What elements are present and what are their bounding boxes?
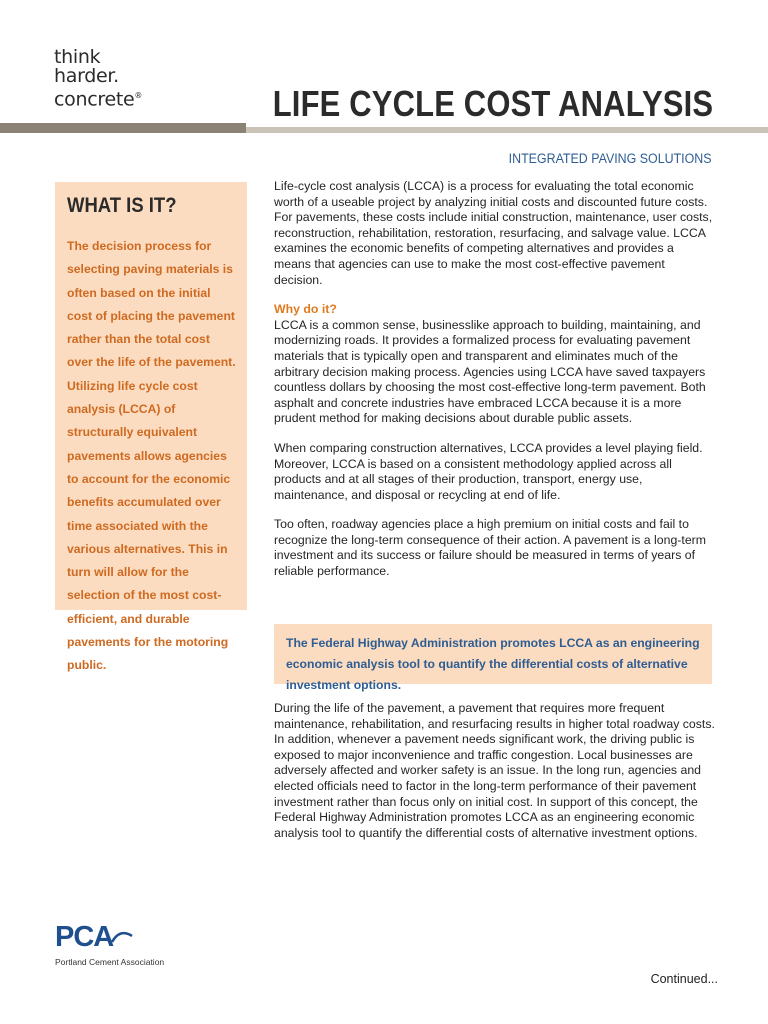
why-do-it-paragraph: LCCA is a common sense, businesslike approach to building, maintaining, and modernizing roads. It provides a formalized process for evaluating pavement materials that is typically open and transparent and eliminates much of the arbitrary decision making process. Agencies using LCCA have saved taxpayers countless dollars by choosing the most cost-effective long-term pavement. Both asphalt and concrete industries have embraced LCCA because it is a more prudent method for making decisions about durable public assets. xyxy=(274,317,706,426)
sidebar-heading: WHAT IS IT? xyxy=(67,194,177,217)
what-is-it-sidebar xyxy=(55,182,247,673)
why-do-it-heading: Why do it? xyxy=(274,302,337,317)
page-subtitle: INTEGRATED PAVING SOLUTIONS xyxy=(509,151,712,166)
pca-name: Portland Cement Association xyxy=(55,957,165,967)
main-column xyxy=(274,179,714,594)
pavement-life-paragraph: During the life of the pavement, a pavement that requires more frequent maintenance, rehabilitation, and resurfacing results in higher total roadway costs. In addition, whenever a pavement needs significant work, the driving public is exposed to major inconvenience and traffic congestion. Local businesses are adversely affected and worker safety is an issue. In the long run, agencies and elected officials need to factor in the long-term performance of their pavement investment rather than focus only on initial cost. In support of this concept, the Federal Highway Administration promotes LCCA as an engineering economic analysis tool to quantify the differential costs of alternative investment options. xyxy=(274,701,715,840)
sidebar-body: The decision process for selecting paving materials is often based on the initial cost of placing the pavement rather than the total cost over the life of the pavement. Utilizing life cycle cost analysis (LCCA) of structurally equivalent pavements allows agencies to account for the economic benefits accumulated over time associated with the various alternatives. This in turn will allow for the selection of the most cost-efficient, and durable pavements for the motoring public. xyxy=(67,239,236,673)
think-harder-concrete-logo xyxy=(54,48,142,109)
logo-word-concrete: concrete xyxy=(54,88,135,111)
logo-line-concrete xyxy=(54,86,142,109)
level-playing-field-paragraph: When comparing construction alternatives, LCCA provides a level playing field. Moreover, LCCA is based on a consistent methodology applied across all products and at all stages of their production, transport, energy use, maintenance, and disposal or recycling at end of life. xyxy=(274,440,703,502)
fhwa-callout: The Federal Highway Administration promotes LCCA as an engineering economic analysis tool to quantify the differential costs of alternative investment options. xyxy=(274,624,712,684)
pca-mark: PCA xyxy=(55,921,114,953)
logo-trademark: ® xyxy=(134,91,143,100)
pca-logo xyxy=(55,922,164,967)
logo-line-harder: harder. xyxy=(54,65,119,87)
main-column-lower xyxy=(274,701,724,841)
page-title: LIFE CYCLE COST ANALYSIS xyxy=(272,83,713,124)
header-rule-dark xyxy=(0,123,246,133)
header-rule-light xyxy=(246,127,768,133)
pca-swoosh-icon xyxy=(111,926,133,946)
logo-line-think: think xyxy=(54,46,101,68)
intro-paragraph: Life-cycle cost analysis (LCCA) is a process for evaluating the total economic worth of a useable project by analyzing initial costs and discounted future costs. For pavements, these costs include initial construction, maintenance, user costs, reconstruction, rehabilitation, restoration, resurfacing, and salvage value. LCCA examines the economic benefits of competing alternatives and provides a means that agencies can use to make the most cost-effective pavement decision. xyxy=(274,179,713,287)
continued-label: Continued... xyxy=(650,972,718,986)
initial-costs-paragraph: Too often, roadway agencies place a high premium on initial costs and fail to recognize the long-term consequence of their action. A pavement is a long-term investment and its success or failure should be measured in terms of years of reliable performance. xyxy=(274,517,706,579)
